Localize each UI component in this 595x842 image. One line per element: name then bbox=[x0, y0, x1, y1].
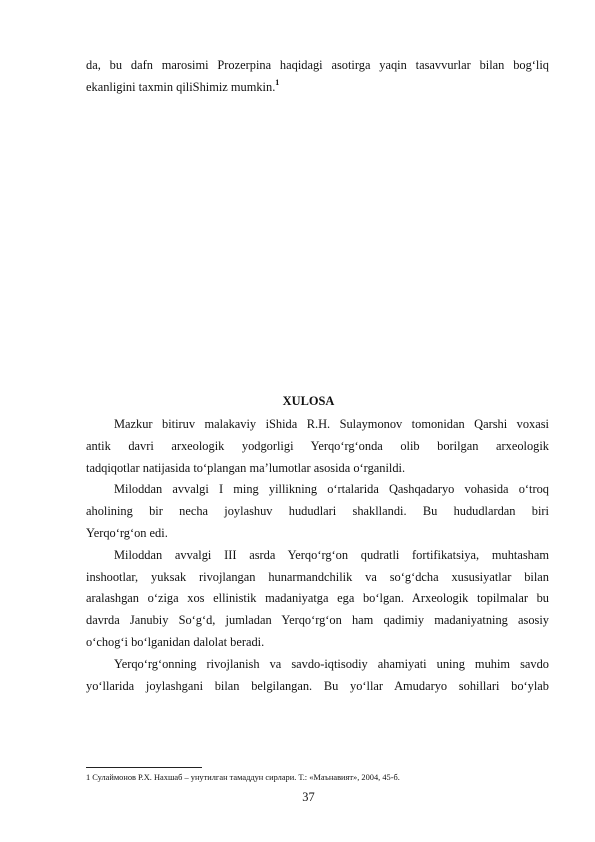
footnote-reference[interactable]: 1 bbox=[275, 77, 280, 87]
page-number: 37 bbox=[302, 790, 315, 804]
section-heading: XULOSA bbox=[282, 394, 335, 408]
paragraph-4 bbox=[86, 654, 549, 698]
paragraph-line: inshootlar, yuksak rivojlangan hunarmandchilik va so‘g‘dcha xususiyatlar bilan bbox=[86, 569, 549, 584]
paragraph-line: aralashgan o‘ziga xos ellinistik madaniyatga ega bo‘lgan. Arxeologik topilmalar bu bbox=[86, 591, 549, 606]
paragraph-line: tadqiqotlar natijasida to‘plangan ma’lumotlar asosida o‘rganildi. bbox=[86, 460, 406, 475]
footnote: 1 Сулаймонов Р.Х. Нахшаб – унутилган тамаддун сирлари. Т.: «Маънавият», 2004, 45-б. bbox=[86, 773, 400, 782]
intro-line-2 bbox=[86, 77, 549, 99]
intro-line-1: da, bu dafn marosimi Prozerpina haqidagi asotirga yaqin tasavvurlar bilan bog‘liq bbox=[86, 58, 549, 72]
paragraph-3 bbox=[86, 545, 549, 654]
paragraph-line: Miloddan avvalgi I ming yillikning o‘rtalarida Qashqadaryo vohasida o‘troq bbox=[114, 482, 549, 497]
intro-line-2-text: ekanligini taxmin qiliShimiz mumkin. bbox=[86, 79, 276, 94]
footnote-separator bbox=[86, 767, 202, 768]
intro-paragraph bbox=[86, 55, 549, 99]
conclusion-body bbox=[86, 414, 549, 697]
paragraph-line: Mazkur bitiruv malakaviy iShida R.H. Sulaymonov tomonidan Qarshi voxasi bbox=[114, 417, 549, 431]
paragraph-2 bbox=[86, 479, 549, 544]
paragraph-line: Yerqo‘rg‘onning rivojlanish va savdo-iqtisodiy ahamiyati uning muhim savdo bbox=[114, 656, 549, 671]
paragraph-line: o‘chog‘i bo‘lganidan dalolat beradi. bbox=[86, 634, 265, 649]
paragraph-1 bbox=[86, 414, 549, 479]
paragraph-line: davrda Janubiy So‘g‘d, jumladan Yerqo‘rg‘on ham qadimiy madaniyatning asosiy bbox=[86, 613, 549, 628]
paragraph-line: antik davri arxeologik yodgorligi Yerqo‘rg‘onda olib borilgan arxeologik bbox=[86, 438, 549, 453]
paragraph-line: Miloddan avvalgi III asrda Yerqo‘rg‘on qudratli fortifikatsiya, muhtasham bbox=[114, 547, 549, 562]
paragraph-line: aholining bir necha joylashuv hududlari shakllandi. Bu hududlardan biri bbox=[86, 504, 549, 519]
paragraph-line: yo‘llarida joylashgani bilan belgilangan. Bu yo‘llar Amudaryo sohillari bo‘ylab bbox=[86, 678, 549, 693]
paragraph-line: Yerqo‘rg‘on edi. bbox=[86, 525, 168, 540]
